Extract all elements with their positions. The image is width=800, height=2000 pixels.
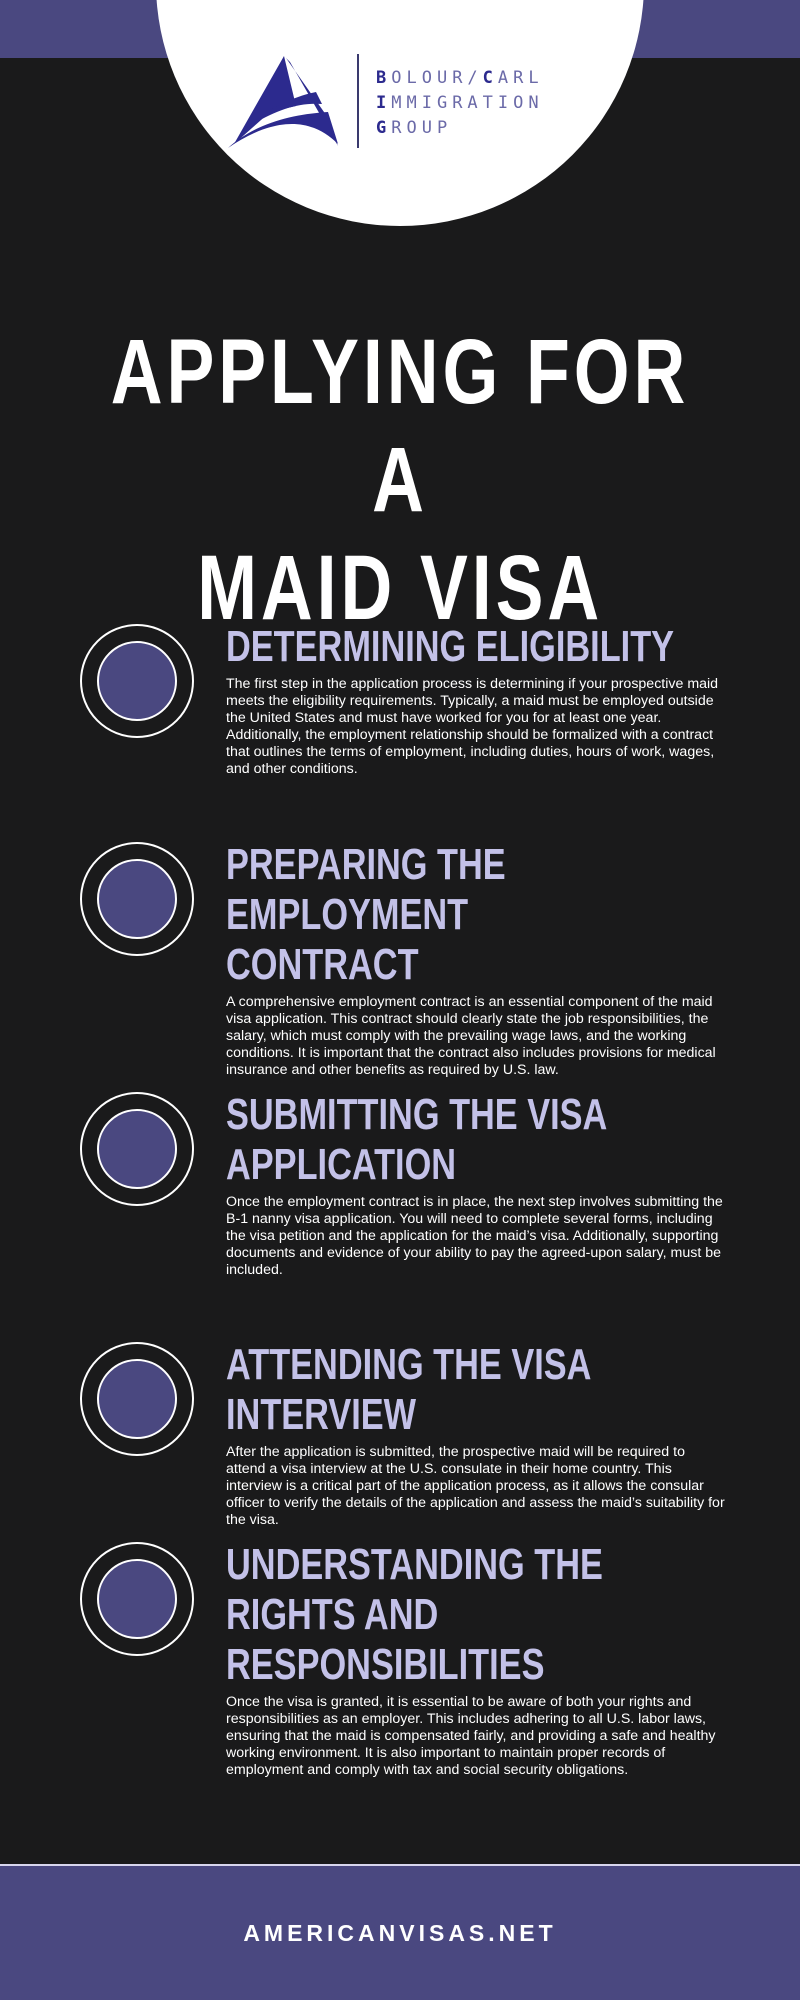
step-text: Once the visa is granted, it is essential to be aware of both your rights and responsibilities as an employer. This includes adhering to all U.S. labor laws, ensuring that the maid is compensated fairly, and providing a safe and healthy working environment. It is also important to maintain proper records of employment and comply with tax and social security obligations. (226, 1694, 716, 1778)
footer (0, 1866, 800, 2000)
step-heading: UNDERSTANDING THE RIGHTS AND RESPONSIBILITIES (226, 1540, 603, 1689)
step-text: A comprehensive employment contract is an essential component of the maid visa application. This contract should clearly state the job responsibilities, the salary, which must comply with the prevailing wage laws, and the working conditions. It is important that the contract also includes provisions for medical insurance and other benefits as required by U.S. law. (226, 994, 716, 1078)
step-body (226, 622, 726, 778)
logo-text (376, 66, 544, 141)
step-text: After the application is submitted, the prospective maid will be required to attend a visa interview at the U.S. consulate in their home country. This interview is a critical part of the application process, as it allows the consular officer to verify the details of the application and assess the maid’s suitability for the visa. (226, 1444, 725, 1528)
step-badge-icon (80, 1342, 194, 1456)
step-heading: SUBMITTING THE VISA APPLICATION (226, 1090, 608, 1189)
step-heading: ATTENDING THE VISA INTERVIEW (226, 1340, 591, 1439)
logo-line-1: BOLOUR/CARL (376, 68, 544, 88)
triangle-logo-icon (226, 52, 346, 152)
footer-site-link[interactable]: AMERICANVISAS.NET (243, 1920, 557, 1946)
step-body (226, 840, 726, 1079)
page-title-line-1: APPLYING FOR A (110, 321, 690, 531)
step-heading: DETERMINING ELIGIBILITY (226, 622, 675, 671)
logo-divider (357, 54, 359, 148)
step-heading: PREPARING THE EMPLOYMENT CONTRACT (226, 840, 506, 989)
step-badge-icon (80, 1092, 194, 1206)
step-body (226, 1090, 726, 1279)
step-text: Once the employment contract is in place, the next step involves submitting the B-1 nanny visa application. You will need to complete several forms, including the visa petition and the application for the maid’s visa. Additionally, supporting documents and evidence of your ability to pay the agreed-upon salary, must be included. (226, 1194, 723, 1278)
step-text: The first step in the application process is determining if your prospective maid meets the eligibility requirements. Typically, a maid must be employed outside the United States and must have worked for you for at least one year. Additionally, the employment relationship should be formalized with a contract that outlines the terms of employment, including duties, hours of work, wages, and other conditions. (226, 676, 719, 777)
page-title (0, 318, 800, 642)
logo-line-2: IMMIGRATION (376, 93, 544, 113)
logo-line-3: GROUP (376, 118, 453, 138)
step-badge-icon (80, 624, 194, 738)
page-title-line-2: MAID VISA (197, 537, 603, 639)
step-body (226, 1540, 726, 1779)
step-badge-icon (80, 842, 194, 956)
company-logo (226, 52, 586, 152)
step-badge-icon (80, 1542, 194, 1656)
step-body (226, 1340, 726, 1529)
